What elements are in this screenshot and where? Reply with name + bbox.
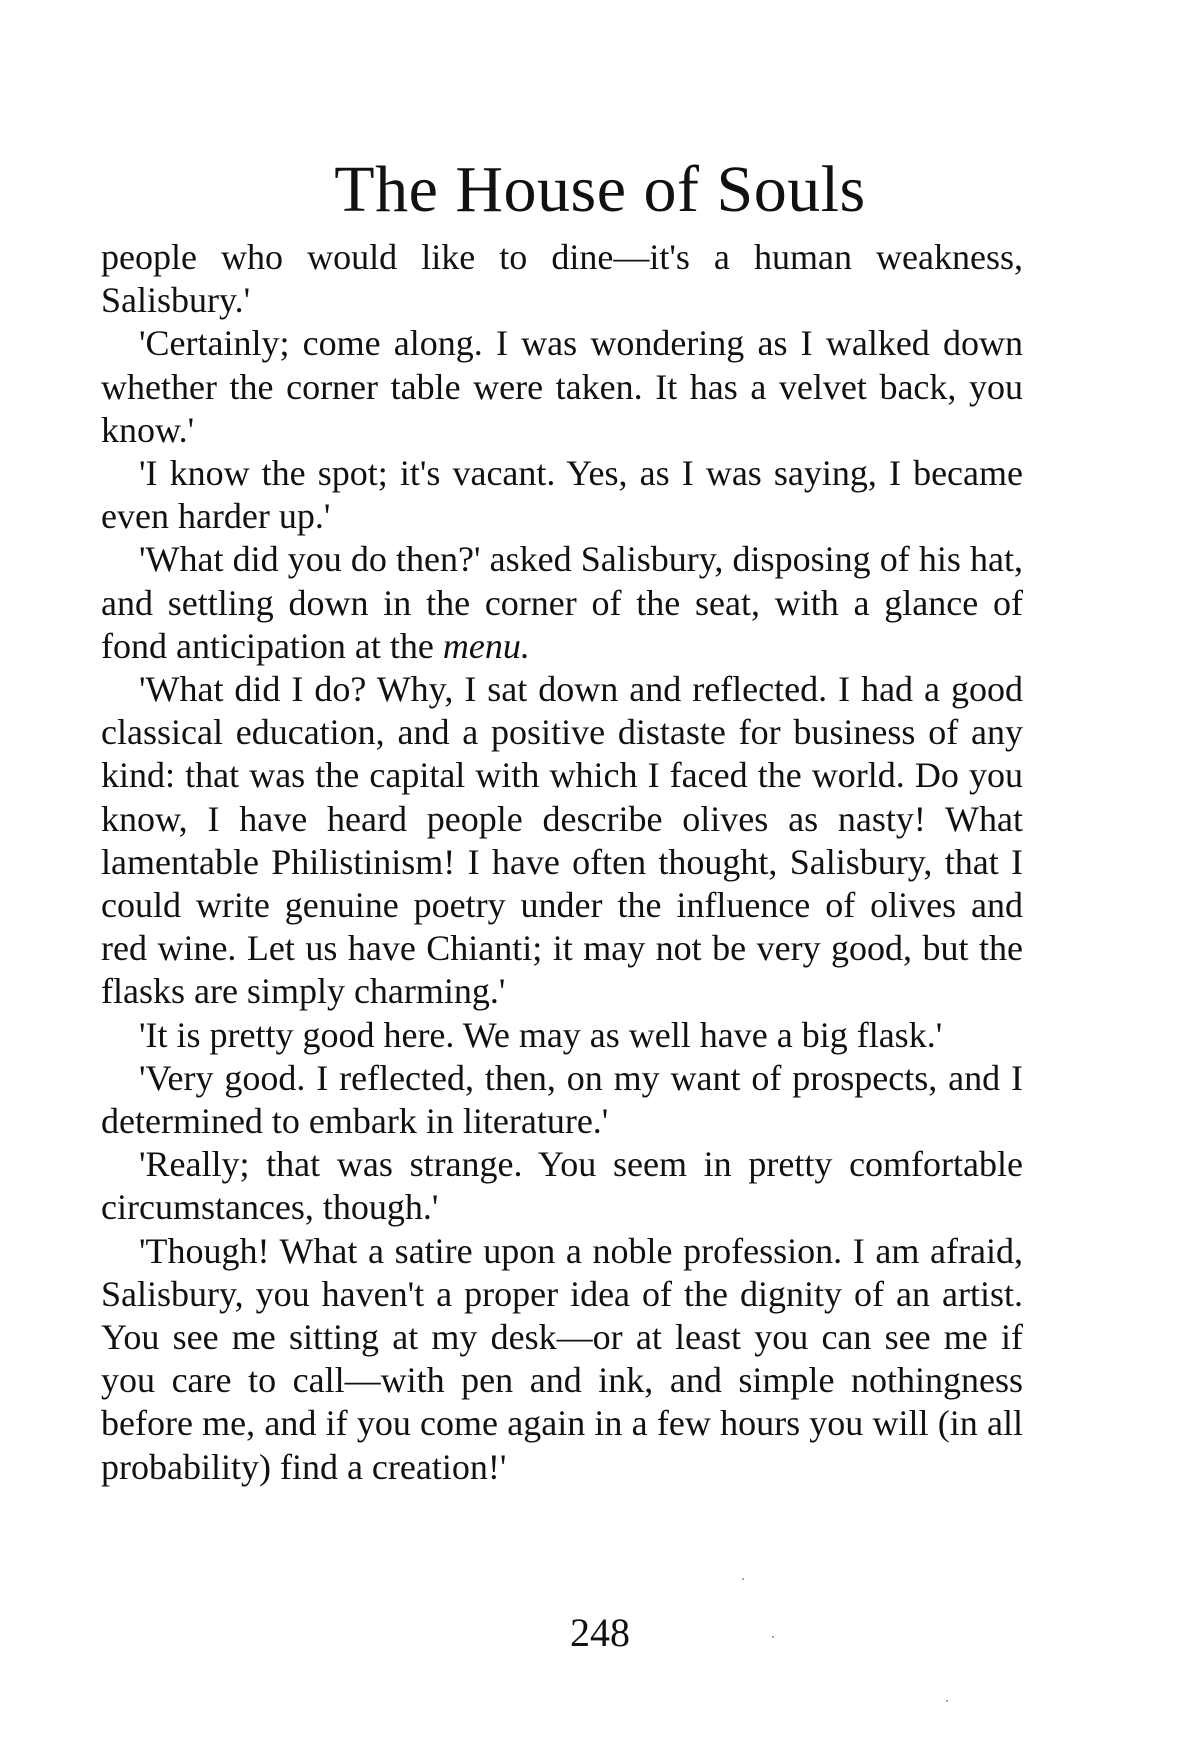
scan-speck — [742, 1578, 744, 1580]
paragraph: 'Certainly; come along. I was wondering as I walked down whether the corner table were taken. It has a velvet back, you know.' — [101, 323, 1023, 450]
scan-speck — [772, 1636, 774, 1638]
paragraph: 'It is pretty good here. We may as well have a big flask.' — [139, 1014, 943, 1055]
paragraph: 'Though! What a satire upon a noble profession. I am afraid, Salisbury, you haven't a proper idea of the dignity of an artist. You see me sitting at my desk—or at least you can see me if you care to call—with pen and ink, and simple nothingness before me, and if you come again in a few hours you will (in all probability) find a creation!' — [101, 1230, 1023, 1487]
running-title: The House of Souls — [334, 153, 866, 226]
page-number: 248 — [570, 1610, 630, 1655]
body-text — [101, 236, 1023, 1489]
paragraph: 'I know the spot; it's vacant. Yes, as I was saying, I became even harder up.' — [101, 453, 1023, 537]
paragraph: 'What did I do? Why, I sat down and reflected. I had a good classical education, and a positive distaste for business of any kind: that was the capital with which I faced the world. Do you know, I have heard people describe olives as nasty! What lamentable Philistinism! I have often thought, Salisbury, that I could write genuine poetry under the influence of olives and red wine. Let us have Chianti; it may not be very good, but the flasks are simply charming.' — [101, 669, 1023, 1012]
paragraph: 'Very good. I reflected, then, on my want of prospects, and I determined to embark in literature.' — [101, 1057, 1023, 1142]
paragraph: 'Really; that was strange. You seem in pretty comfortable circumstances, though.' — [101, 1144, 1023, 1228]
paragraph: people who would like to dine—it's a human weakness, Salisbury.' — [101, 237, 1023, 321]
italic-menu-word: menu. — [442, 625, 530, 666]
paragraph-text: 'What did you do then?' asked Salisbury, disposing of his hat, and settling down in the corner of the seat, with a glance of fond anticipation at the — [101, 539, 1023, 666]
paragraph — [101, 538, 1023, 668]
scan-speck — [946, 1700, 948, 1702]
